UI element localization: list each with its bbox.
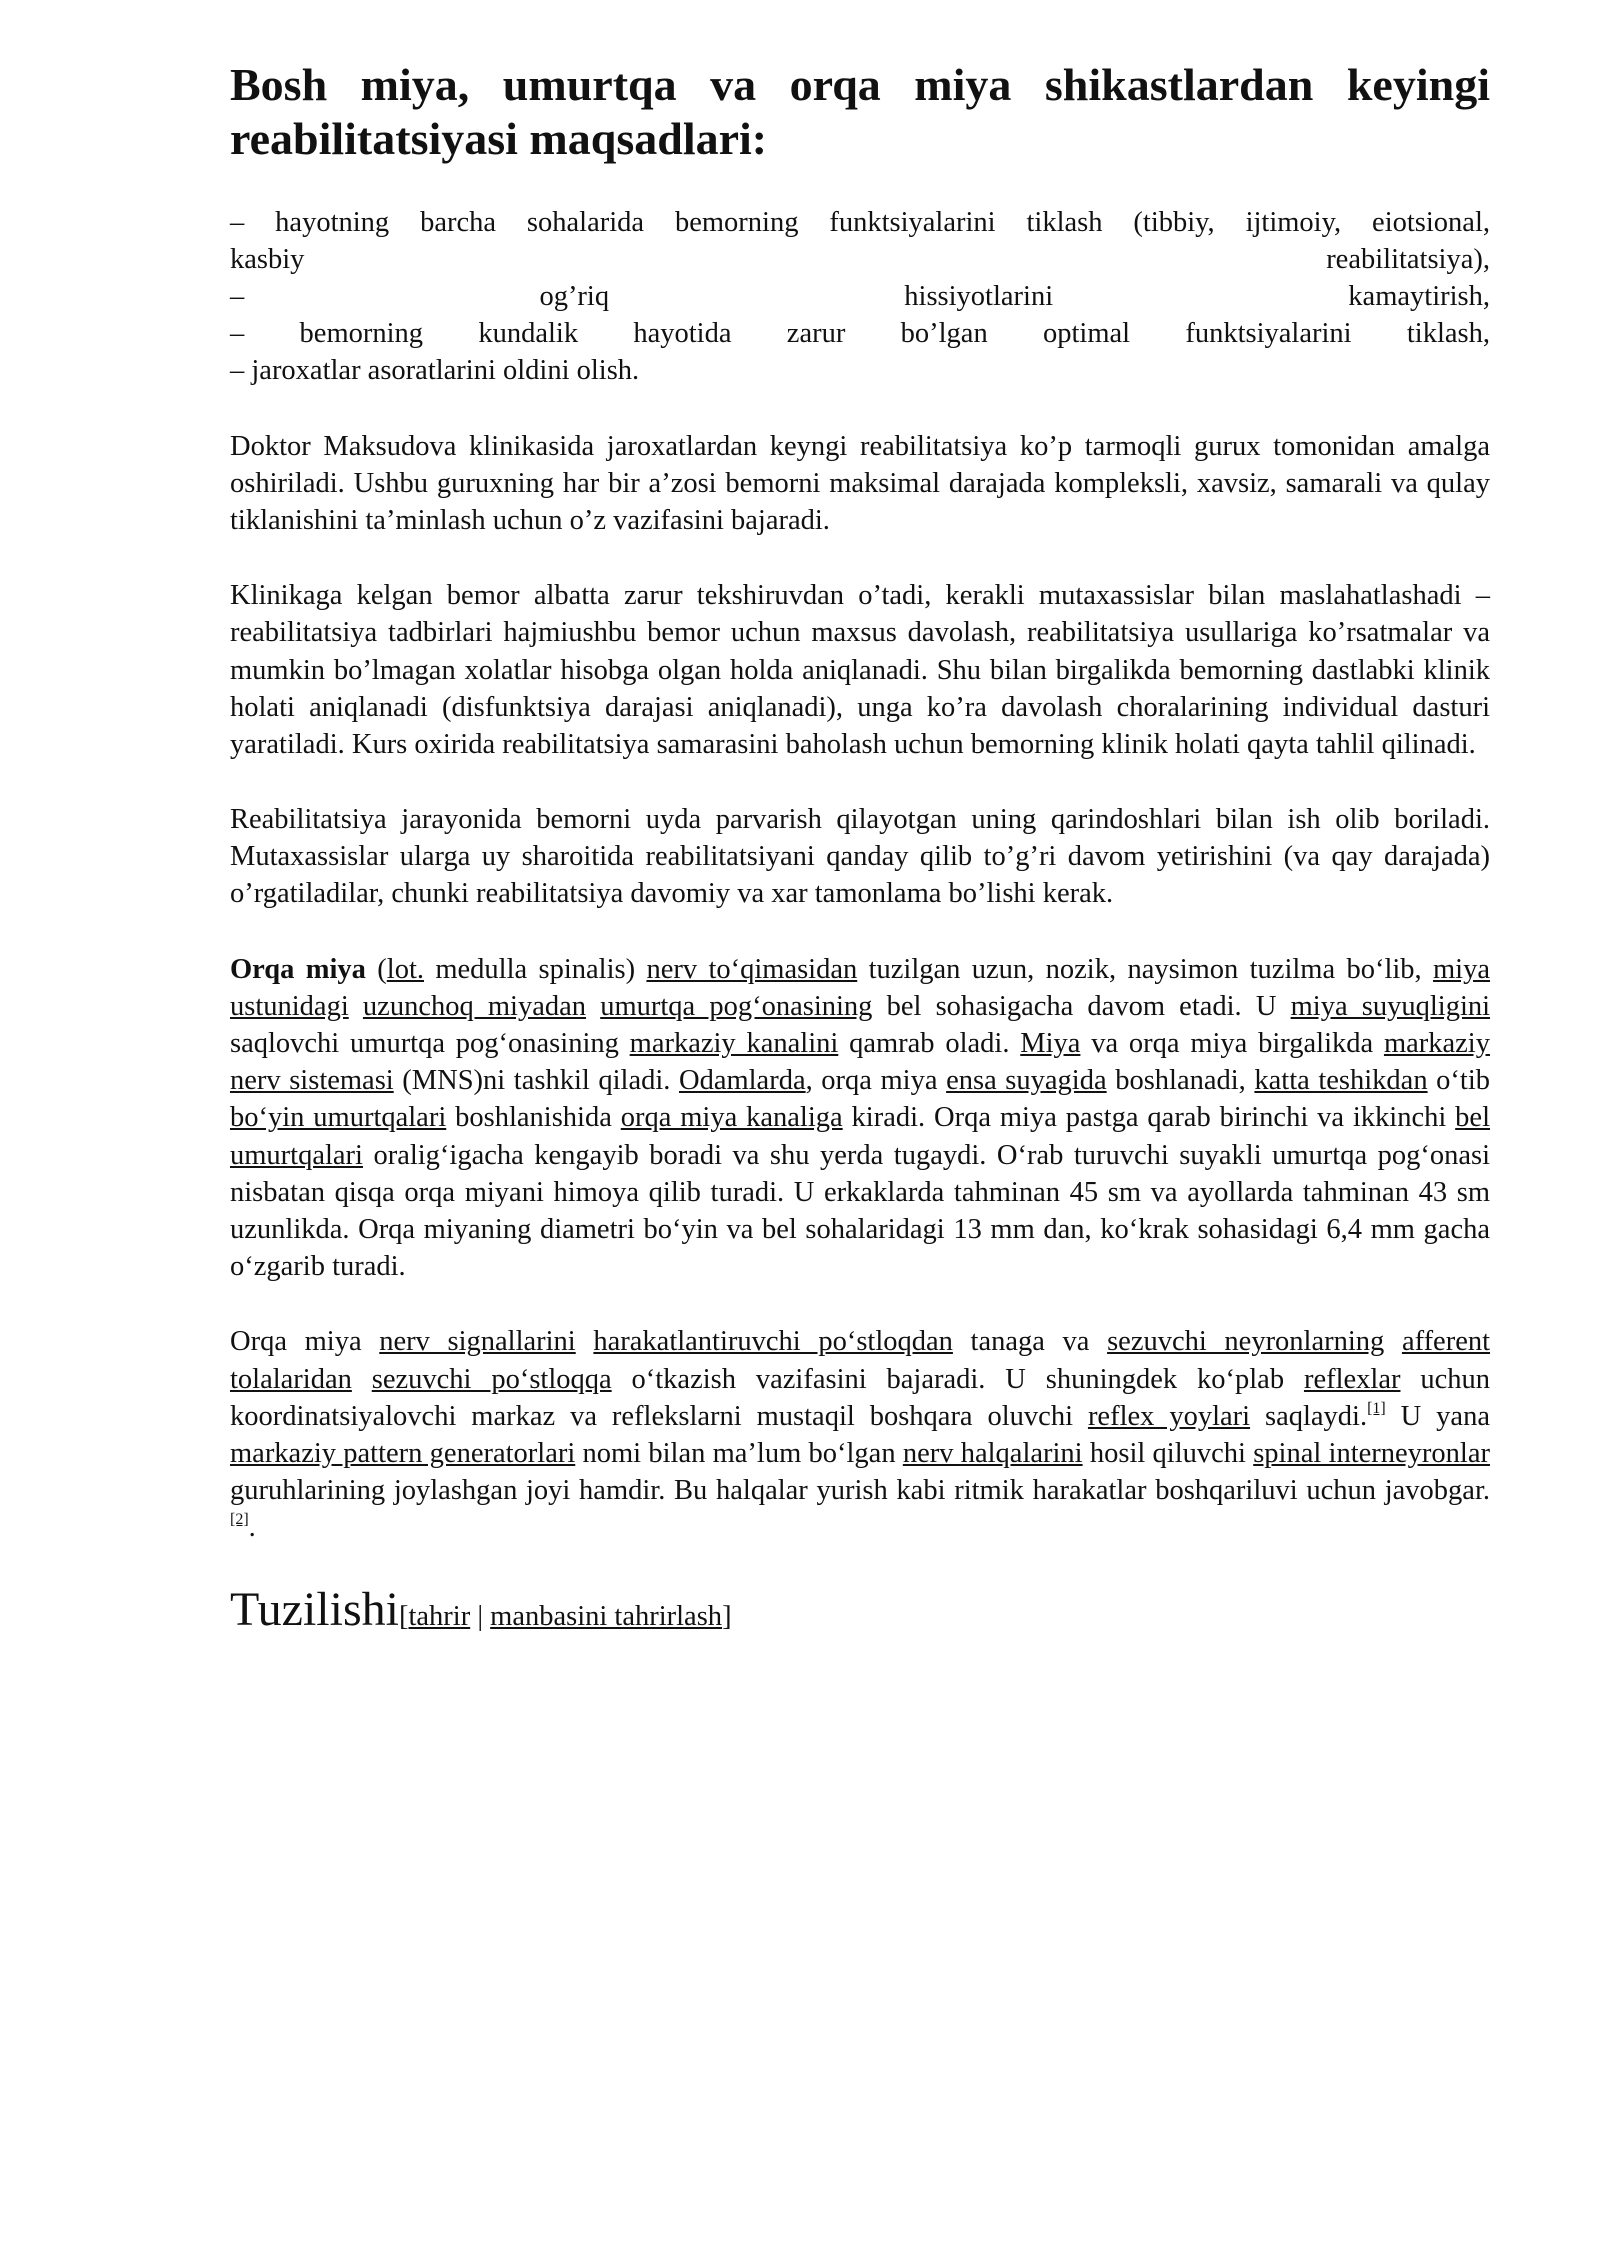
link-occipital-bone[interactable]: ensa suyagida (946, 1065, 1107, 1097)
section-title: Tuzilishi (230, 1583, 399, 1637)
term-spinal-cord: Orqa miya (230, 953, 366, 985)
text: boshlanadi, (1106, 1065, 1255, 1097)
link-sensory-cortex[interactable]: sezuvchi po‘stloqqa (371, 1363, 612, 1395)
link-lumbar-vertebrae[interactable]: bel umurtqalari (230, 1102, 1490, 1171)
link-cervical-vertebrae[interactable]: bo‘yin umurtqalari (230, 1102, 447, 1134)
text: U yana (1385, 1400, 1490, 1432)
section-heading-structure (230, 1584, 1490, 1637)
text: qamrab oladi. (838, 1028, 1021, 1059)
link-brain[interactable]: Miya (1020, 1028, 1081, 1059)
link-humans[interactable]: Odamlarda (678, 1065, 806, 1097)
text: va orqa miya birgalikda (1080, 1028, 1384, 1059)
text: ( (365, 953, 387, 985)
text: saqlovchi umurtqa pog‘onasining (230, 1028, 630, 1059)
text: boshlanishida (446, 1102, 621, 1134)
link-motor-cortex[interactable]: harakatlantiruvchi po‘stloqdan (593, 1326, 953, 1358)
text: Orqa miya (230, 1326, 380, 1358)
text (349, 991, 363, 1022)
document-page (230, 58, 1490, 1637)
link-reflexes[interactable]: reflexlar (1303, 1363, 1401, 1395)
link-sensory-neurons[interactable]: sezuvchi neyronlarning (1107, 1326, 1385, 1358)
goal-line: kasbiy reabilitatsiya), (230, 243, 1490, 275)
link-cerebrospinal-fluid[interactable]: miya suyuqligini (1290, 990, 1491, 1022)
text: (MNS)ni tashkil qiladi. (393, 1065, 679, 1097)
text: . (248, 1512, 256, 1544)
text: hosil qiluvchi (1082, 1437, 1254, 1469)
text: uchun koordinatsiyalovchi markaz va reflekslarni mustaqil boshqara oluvchi (230, 1363, 1490, 1432)
goal-line: – hayotning barcha sohalarida bemorning funktsiyalarini tiklash (tibbiy, ijtimoiy, eiotsional, (230, 206, 1490, 238)
citation-link[interactable]: [2] (230, 1511, 249, 1529)
separator: | (470, 1601, 491, 1633)
text: medulla spinalis) (424, 953, 647, 985)
edit-links (399, 1601, 732, 1632)
link-medulla-oblongata[interactable]: uzunchoq miyadan (362, 990, 587, 1022)
page-title: Bosh miya, umurtqa va orqa miya shikastlardan keyingi reabilitatsiyasi maqsadlari: (230, 59, 1490, 164)
edit-source-link[interactable]: manbasini tahrirlash (490, 1601, 723, 1633)
link-central-nervous-system[interactable]: markaziy nerv sistemasi (230, 1028, 1490, 1097)
link-reflex-arcs[interactable]: reflex yoylari (1087, 1400, 1251, 1432)
goal-line: – jaroxatlar asoratlarini oldini olish. (230, 355, 640, 387)
link-vertebral-column[interactable]: umurtqa pog‘onasining (600, 990, 873, 1022)
link-nerve-signals[interactable]: nerv signallarini (379, 1326, 576, 1358)
link-central-canal[interactable]: markaziy kanalini (629, 1028, 839, 1059)
edit-link[interactable]: tahrir (408, 1601, 471, 1633)
citation-link[interactable]: [1] (1367, 1399, 1386, 1417)
text (586, 991, 600, 1022)
text: guruhlarining joylashgan joyi hamdir. Bu halqalar yurish kabi ritmik harakatlar boshqariluvi uchun javobgar. (230, 1475, 1490, 1507)
link-neural-circuits[interactable]: nerv halqalarini (902, 1437, 1083, 1469)
link-lot[interactable]: lot. (386, 953, 424, 985)
text: o‘tkazish vazifasini bajaradi. U shuningdek ko‘plab (611, 1363, 1304, 1395)
link-afferent-fibers[interactable]: afferent tolalaridan (230, 1326, 1491, 1395)
link-spinal-interneurons[interactable]: spinal interneyronlar (1253, 1437, 1490, 1469)
goal-line: – bemorning kundalik hayotida zarur bo’lgan optimal funktsiyalarini tiklash, (230, 318, 1490, 350)
paragraph-functions (230, 1323, 1490, 1546)
link-nerve-tissue[interactable]: nerv to‘qimasidan (646, 953, 858, 985)
text: oralig‘igacha kengayib boradi va shu yerda tugaydi. O‘rab turuvchi suyakli umurtqa pog‘onasi nisbatan qisqa orqa miyani himoya qilib turadi. U erkaklarda tahminan 45 sm va ayollarda tahminan 43 sm uzunlikda. Orqa miyaning diametri bo‘yin va bel sohalaridagi 13 mm dan, ko‘krak sohasidagi 6,4 mm gacha o‘zgarib turadi. (230, 1139, 1490, 1283)
paragraph-examination: Klinikaga kelgan bemor albatta zarur tekshiruvdan o’tadi, kerakli mutaxassislar bilan maslahatlashadi – reabilitatsiya tadbirlari hajmiushbu bemor uchun maxsus davolash, reabilitatsiya usullariga ko’rsatmalar va mumkin bo’lmagan xolatlar hisobga olgan holda aniqlanadi. Shu bilan birgalikda bemorning dastlabki klinik holati aniqlanadi (disfunktsiya darajasi aniqlanadi), unga ko’ra davolash choralarining individual dasturi yaratiladi. Kurs oxirida reabilitatsiya samarasini baholash uchun bemorning klinik holati qayta tahlil qilinadi. (230, 580, 1490, 760)
bracket: [ (398, 1601, 409, 1633)
text: , orqa miya (805, 1065, 947, 1097)
text (576, 1326, 594, 1357)
paragraph-home-care: Reabilitatsiya jarayonida bemorni uyda parvarish qilayotgan uning qarindoshlari bilan ish olib boriladi. Mutaxassislar ularga uy sharoitida reabilitatsiyani qanday qilib to’g’ri davom yetirishini (va qay darajada) o’rgatiladilar, chunki reabilitatsiya davomiy va xar tamonlama bo’lishi kerak. (230, 804, 1490, 910)
text: tuzilgan uzun, nozik, naysimon tuzilma bo‘lib, (857, 953, 1434, 985)
text: bel sohasigacha davom etadi. U (872, 990, 1291, 1022)
text (1384, 1326, 1402, 1357)
text: kiradi. Orqa miya pastga qarab birinchi va ikkinchi (842, 1102, 1456, 1134)
text: o‘tib (1427, 1065, 1490, 1097)
text (352, 1364, 372, 1395)
goal-line: – og’riq hissiyotlarini kamaytirish, (230, 281, 1490, 312)
link-central-pattern-generators[interactable]: markaziy pattern generatorlari (230, 1437, 576, 1469)
link-brainstem[interactable]: miya ustunidagi (230, 953, 1491, 1022)
link-spinal-canal[interactable]: orqa miya kanaliga (620, 1102, 843, 1134)
bracket: ] (722, 1601, 732, 1633)
paragraph-team: Doktor Maksudova klinikasida jaroxatlardan keyngi reabilitatsiya ko’p tarmoqli gurux tomonidan amalga oshiriladi. Ushbu guruxning har bir a’zosi bemorni maksimal darajada kompleksli, xavsiz, samarali va qulay tiklanishini ta’minlash uchun o’z vazifasini bajaradi. (230, 430, 1490, 536)
text: tanaga va (952, 1326, 1108, 1358)
link-foramen-magnum[interactable]: katta teshikdan (1254, 1065, 1428, 1097)
paragraph-spinal-cord (230, 951, 1490, 1286)
text: saqlaydi. (1250, 1400, 1368, 1432)
goals-list (230, 204, 1490, 390)
text: nomi bilan ma’lum bo‘lgan (575, 1437, 903, 1469)
